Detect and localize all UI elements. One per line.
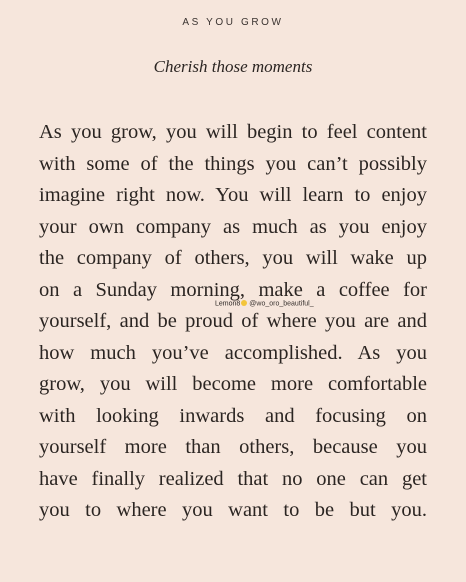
quote-line: yourself more than others, because you [39, 436, 427, 458]
page-header: AS YOU GROW [182, 17, 284, 28]
quote-line: have finally realized that no one can get [39, 467, 427, 490]
quote-line: the company of others, you will wake up [39, 247, 427, 269]
quote-body [39, 117, 427, 527]
lemon-icon [241, 300, 247, 306]
watermark-brand: Lemon8 [215, 300, 241, 308]
quote-line: As you grow, you will begin to feel content [39, 121, 427, 143]
quote-line: how much you’ve accomplished. As you [39, 341, 427, 364]
watermark [215, 300, 314, 307]
quote-line: grow, you will become more comfortable [39, 373, 427, 395]
quote-line: you to where you want to be but you. [39, 499, 427, 521]
watermark-handle: @wo_oro_beautiful_ [249, 300, 314, 308]
quote-line: with looking inwards and focusing on [39, 404, 427, 427]
quote-line: your own company as much as you enjoy [39, 215, 427, 238]
quote-line: yourself, and be proud of where you are and [39, 310, 427, 332]
subtitle: Cherish those moments [153, 57, 313, 76]
quote-line: on a Sunday morning, make a coffee for [39, 278, 427, 301]
quote-line: imagine right now. You will learn to enjoy [39, 184, 427, 206]
quote-line: with some of the things you can’t possibly [39, 152, 427, 175]
